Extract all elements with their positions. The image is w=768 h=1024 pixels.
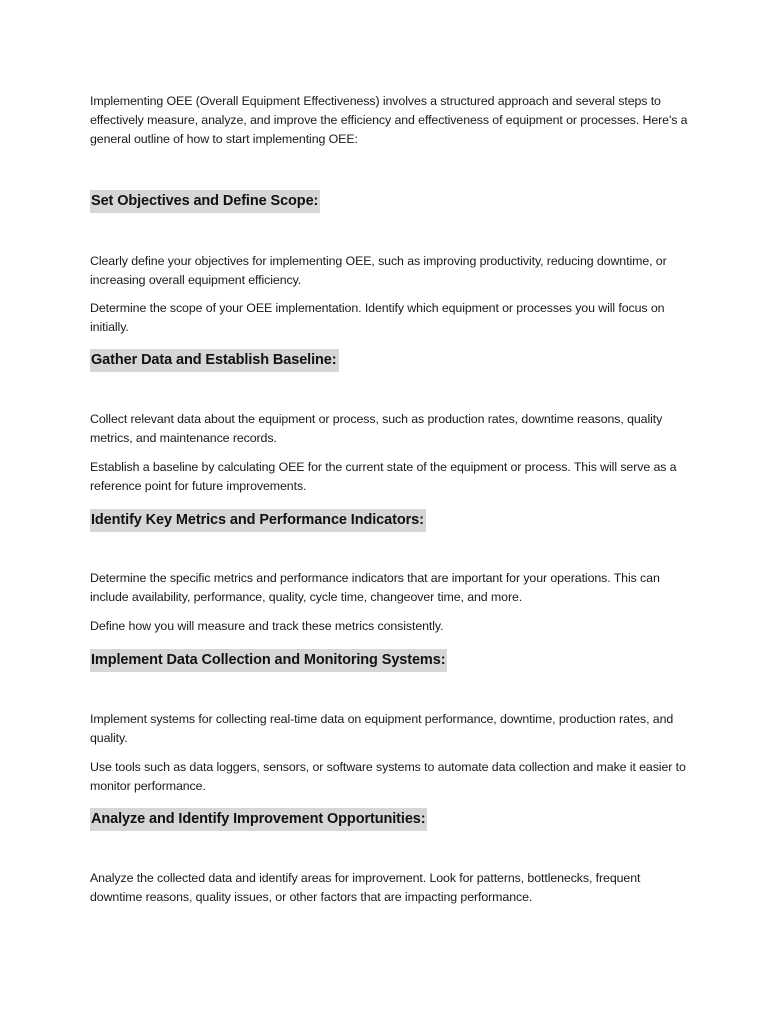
- section-heading-objectives: Set Objectives and Define Scope:: [90, 190, 320, 213]
- section-paragraph: Establish a baseline by calculating OEE for the current state of the equipment or process. This will serve as a reference point for future improvements.: [90, 460, 677, 493]
- section-heading-analyze: Analyze and Identify Improvement Opportunities:: [90, 808, 427, 831]
- intro-paragraph: Implementing OEE (Overall Equipment Effectiveness) involves a structured approach and several steps to effectively measure, analyze, and improve the efficiency and effectiveness of equipment or processes. Here's a general outline of how to start implementing OEE:: [90, 94, 688, 146]
- section-heading-data-collection: Implement Data Collection and Monitoring Systems:: [90, 649, 447, 672]
- section-paragraph: Collect relevant data about the equipment or process, such as production rates, downtime reasons, quality metrics, and maintenance records.: [90, 412, 663, 445]
- section-paragraph: Implement systems for collecting real-time data on equipment performance, downtime, production rates, and quality.: [90, 712, 674, 745]
- section-paragraph: Define how you will measure and track these metrics consistently.: [90, 619, 444, 633]
- section-paragraph: Use tools such as data loggers, sensors, or software systems to automate data collection and make it easier to monitor performance.: [90, 760, 686, 793]
- section-paragraph: Analyze the collected data and identify areas for improvement. Look for patterns, bottlenecks, frequent downtime reasons, quality issues, or other factors that are impacting performance.: [90, 871, 641, 904]
- section-paragraph: Clearly define your objectives for implementing OEE, such as improving productivity, reducing downtime, or increasing overall equipment efficiency.: [90, 254, 667, 287]
- section-paragraph: Determine the specific metrics and performance indicators that are important for your operations. This can include availability, performance, quality, cycle time, changeover time, and more.: [90, 571, 660, 604]
- section-heading-metrics: Identify Key Metrics and Performance Indicators:: [90, 509, 426, 532]
- section-paragraph: Determine the scope of your OEE implementation. Identify which equipment or processes you will focus on initially.: [90, 301, 665, 334]
- section-heading-baseline: Gather Data and Establish Baseline:: [90, 349, 339, 372]
